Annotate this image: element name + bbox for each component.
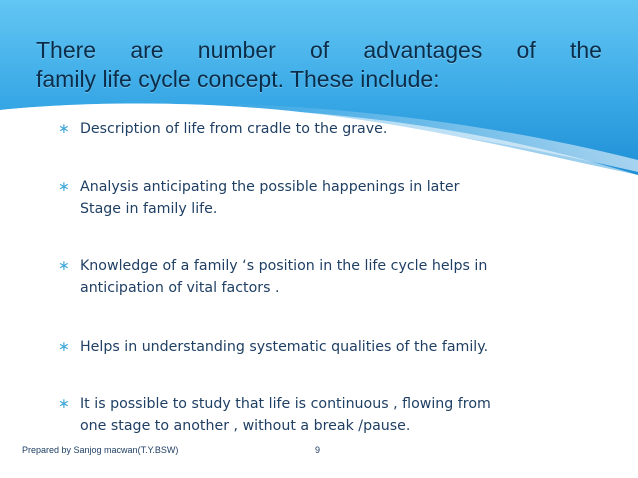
bullet-marker-icon: ∗: [58, 258, 70, 274]
bullet-text: [80, 255, 600, 299]
bullet-line: Analysis anticipating the possible happenings in later: [80, 179, 460, 195]
bullet-marker-icon: ∗: [58, 396, 70, 412]
banner-graphic: [0, 0, 638, 200]
bullet-marker-icon: ∗: [58, 121, 70, 137]
bullet-marker-icon: ∗: [58, 179, 70, 195]
bullet-item: [60, 336, 600, 358]
page-number: 9: [315, 445, 321, 455]
bullet-line: one stage to another , without a break /pause.: [80, 418, 411, 434]
title-word: of: [309, 37, 330, 63]
bullet-line: Helps in understanding systematic qualities of the family.: [80, 339, 489, 355]
title-word: advantages: [363, 37, 483, 63]
bullet-item: [60, 176, 600, 220]
bullet-item: [60, 118, 600, 140]
bullet-item: [60, 255, 600, 299]
title-word: number: [197, 37, 276, 63]
bullet-line: Knowledge of a family ‘s position in the life cycle helps in: [80, 258, 488, 274]
bullet-item: [60, 393, 600, 437]
bullet-text: [80, 176, 600, 220]
title-word: are: [130, 37, 164, 63]
bullet-line: Stage in family life.: [80, 201, 218, 217]
bullet-line: It is possible to study that life is continuous , flowing from: [80, 396, 491, 412]
bullet-text: [80, 393, 600, 437]
bullet-line: anticipation of vital factors .: [80, 280, 280, 296]
title-word: There: [36, 37, 97, 63]
slide-title: [36, 36, 602, 94]
title-word: the: [569, 37, 602, 63]
header-banner: [0, 0, 638, 200]
bullet-line: Description of life from cradle to the grave.: [80, 121, 388, 137]
title-line-1: [36, 36, 602, 65]
bullet-text: [80, 336, 600, 358]
bullet-marker-icon: ∗: [58, 339, 70, 355]
title-line-2: family life cycle concept. These include:: [36, 66, 440, 92]
footer-author: Prepared by Sanjog macwan(T.Y.BSW): [22, 445, 179, 455]
bullet-text: [80, 118, 600, 140]
title-word: of: [516, 37, 536, 63]
